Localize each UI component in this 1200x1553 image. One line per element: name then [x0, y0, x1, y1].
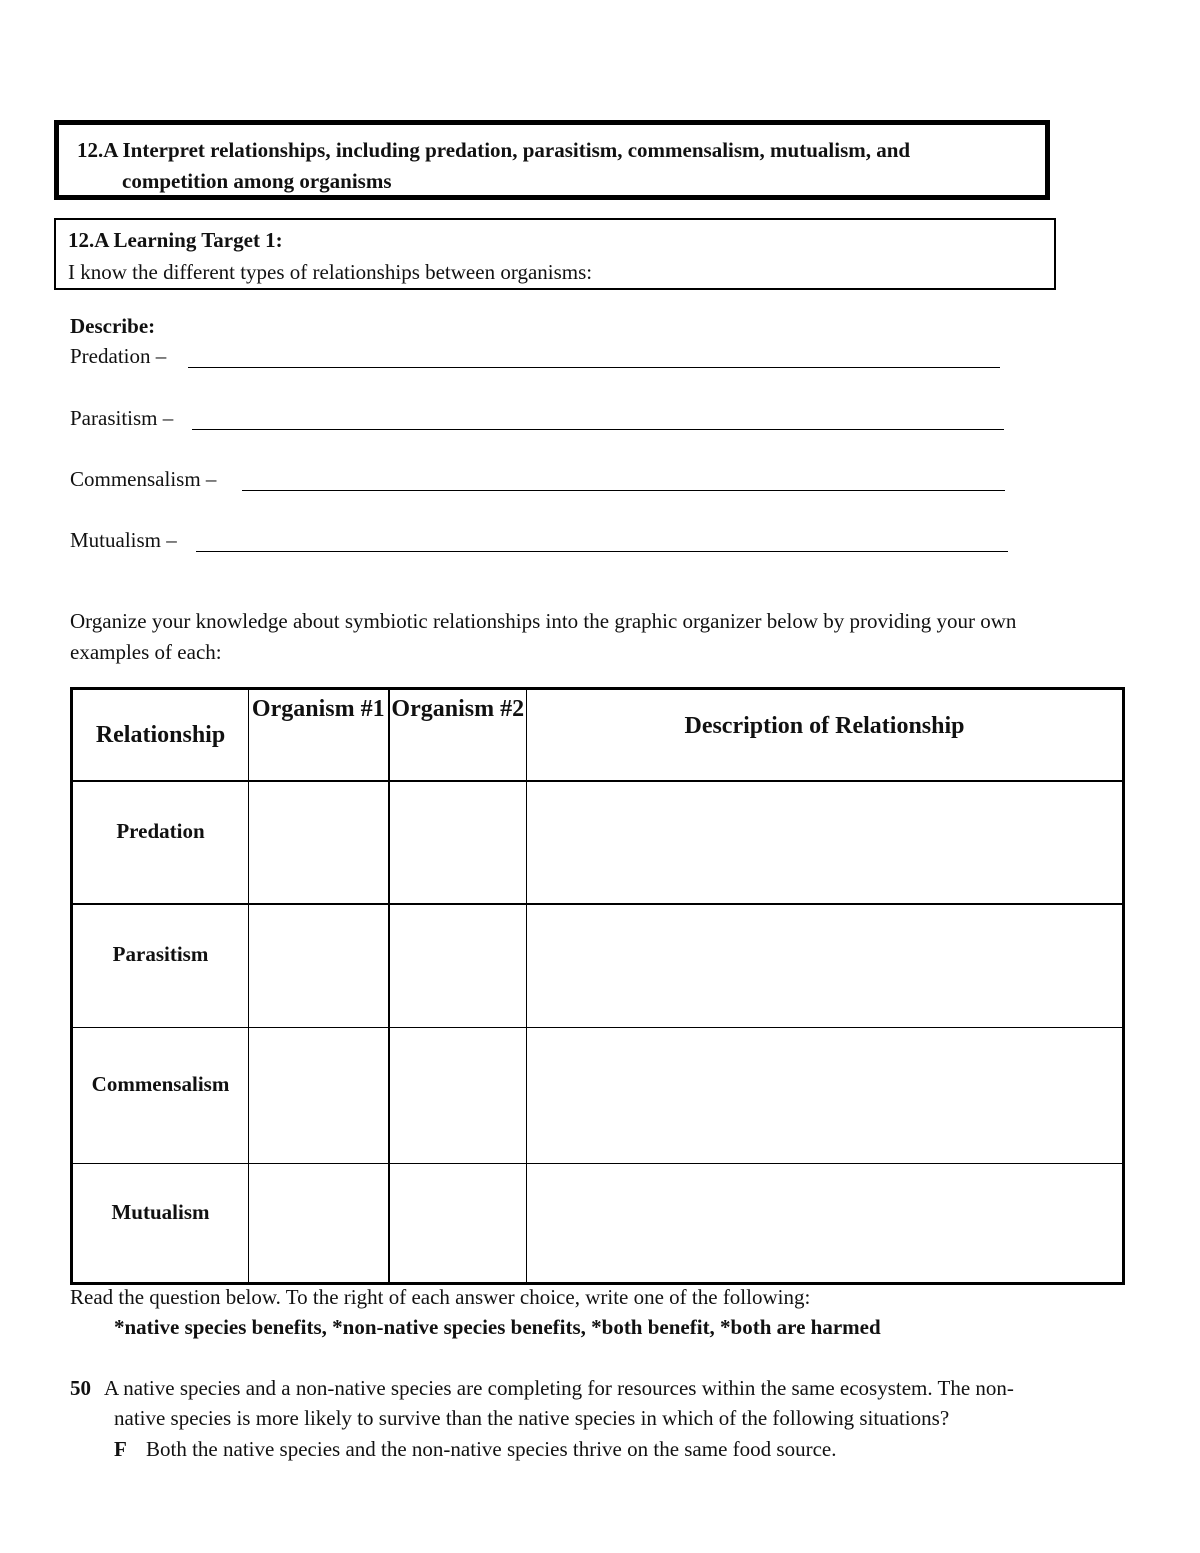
question-number: 50	[70, 1376, 91, 1400]
question-text-line-1: A native species and a non-native species are completing for resources within the same ecosystem. The non-	[104, 1376, 1014, 1400]
describe-label-parasitism: Parasitism –	[70, 406, 174, 430]
commensalism-organism-1-cell[interactable]	[249, 1028, 389, 1164]
commensalism-organism-2-cell[interactable]	[389, 1028, 527, 1164]
question-instructions: Read the question below. To the right of each answer choice, write one of the following:	[70, 1285, 811, 1309]
answer-options: *native species benefits, *non-native species benefits, *both benefit, *both are harmed	[114, 1315, 881, 1339]
header-relationship: Relationship	[72, 689, 249, 781]
mutualism-description-cell[interactable]	[527, 1164, 1124, 1284]
organize-instruction-line-1: Organize your knowledge about symbiotic relationships into the graphic organizer below by providing your own	[70, 609, 1017, 633]
mutualism-answer-line[interactable]	[196, 551, 1008, 552]
describe-heading: Describe:	[70, 314, 156, 338]
predation-description-cell[interactable]	[527, 781, 1124, 904]
parasitism-answer-line[interactable]	[192, 429, 1004, 430]
predation-answer-line[interactable]	[188, 367, 1000, 368]
learning-target-text: I know the different types of relationships between organisms:	[68, 260, 593, 284]
describe-label-commensalism: Commensalism –	[70, 467, 217, 491]
table-row	[72, 1164, 1124, 1284]
standard-line-2: competition among organisms	[122, 169, 392, 193]
row-label-mutualism: Mutualism	[72, 1164, 249, 1284]
predation-organism-2-cell[interactable]	[389, 781, 527, 904]
commensalism-description-cell[interactable]	[527, 1028, 1124, 1164]
mutualism-organism-2-cell[interactable]	[389, 1164, 527, 1284]
describe-label-predation: Predation –	[70, 344, 167, 368]
graphic-organizer-table	[70, 687, 1125, 1285]
parasitism-organism-1-cell[interactable]	[249, 904, 389, 1028]
standard-line-1: 12.A Interpret relationships, including predation, parasitism, commensalism, mutualism, and	[77, 138, 911, 162]
table-header-row	[72, 689, 1124, 781]
standard-box	[54, 120, 1050, 200]
choice-text-f: Both the native species and the non-native species thrive on the same food source.	[146, 1437, 837, 1461]
header-organism-2: Organism #2	[389, 689, 527, 781]
row-label-predation: Predation	[72, 781, 249, 904]
parasitism-description-cell[interactable]	[527, 904, 1124, 1028]
table-row	[72, 1028, 1124, 1164]
learning-target-title: 12.A Learning Target 1:	[68, 228, 283, 252]
table-row	[72, 781, 1124, 904]
row-label-commensalism: Commensalism	[72, 1028, 249, 1164]
organize-instruction-line-2: examples of each:	[70, 640, 222, 664]
choice-letter-f: F	[114, 1437, 127, 1461]
question-text-line-2: native species is more likely to survive than the native species in which of the following situations?	[114, 1406, 950, 1430]
header-organism-1: Organism #1	[249, 689, 389, 781]
predation-organism-1-cell[interactable]	[249, 781, 389, 904]
row-label-parasitism: Parasitism	[72, 904, 249, 1028]
mutualism-organism-1-cell[interactable]	[249, 1164, 389, 1284]
table-row	[72, 904, 1124, 1028]
parasitism-organism-2-cell[interactable]	[389, 904, 527, 1028]
commensalism-answer-line[interactable]	[242, 490, 1005, 491]
describe-label-mutualism: Mutualism –	[70, 528, 177, 552]
header-description: Description of Relationship	[527, 689, 1124, 781]
learning-target-box	[54, 218, 1056, 290]
